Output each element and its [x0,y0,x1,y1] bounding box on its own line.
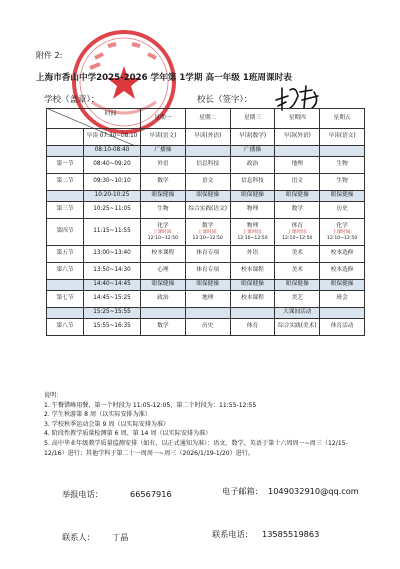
activity-band-row [47,280,365,291]
class-cell: 眼保健操 [230,191,275,202]
class-cell: 眼保健操 [320,191,365,202]
period-cell: 第七节 [47,291,84,308]
class-cell: 体育专项 [185,246,230,263]
class-cell: 生物 [320,157,365,174]
class-cell: 外语 [230,246,275,263]
class-cell: 信息科技 [230,174,275,191]
class-cell: 早读(外语) [275,129,320,146]
period-cell [47,308,84,319]
class-cell: 早读(数学) [230,129,275,146]
time-cell: 10:20-10:25 [84,191,141,202]
class-time-label: 上课时间: [332,229,353,235]
activity-band-row [47,146,365,157]
table-header-row [47,109,365,129]
email-value[interactable]: 1049032910@qq.com [268,486,359,496]
phone-value: 66567916 [130,489,172,499]
class-cell [185,146,230,157]
day-header: 星期四 [275,109,320,129]
class-time-value: 12:10~12:50 [282,235,313,241]
school-stamp-label: 学校（盖章）： [44,95,100,105]
class-cell: 美术 [275,246,320,263]
period-cell [47,146,84,157]
class-cell [320,146,365,157]
class-cell: 数学 [141,174,186,191]
period-row [47,157,365,174]
contact-person-value: 丁晶 [112,532,129,542]
class-time-value: 12:10~12:50 [326,235,358,241]
class-cell: 校本课程 [230,263,275,280]
period-row [47,246,365,263]
class-cell: 早读(语文) [320,129,365,146]
class-cell [230,219,275,246]
class-time-label: 上课时间: [287,229,308,235]
activity-band-row [47,191,365,202]
period-row [47,202,365,219]
class-subject: 体育 [291,222,303,229]
class-cell: 信息科技 [185,157,230,174]
period-cell: 第五节 [47,246,84,263]
class-cell: 早读(语文) [141,129,186,146]
note-item: 4. 阶段性教学质量检测第 6 周、第 14 周（以实际安排为准） [44,430,212,438]
class-cell: 语文 [275,174,320,191]
class-subject: 化学 [336,222,348,229]
class-cell: 广播操 [230,146,275,157]
period-row [47,174,365,191]
time-cell: 15:25~15:55 [84,308,141,319]
corner-cell [47,109,141,129]
class-cell [185,308,230,319]
note-item: 3. 学校秋季运动会第 9 周（以实际安排为准） [44,420,170,428]
class-cell: 校本课程 [141,246,186,263]
class-cell: 数学 [141,319,186,336]
day-header: 星期三 [230,109,275,129]
activity-band-row [47,308,365,319]
day-header: 星期二 [185,109,230,129]
class-cell: 眼保健操 [275,280,320,291]
class-cell: 历史 [320,202,365,219]
class-time-value: 12:10~12:50 [192,235,223,241]
class-cell: 政治 [141,291,186,308]
class-time-value: 12:10~12:50 [237,235,268,241]
class-cell: 体育活动 [320,319,365,336]
period-row [47,263,365,280]
contact-person-label: 联系人： [62,532,95,542]
period-cell [47,191,84,202]
time-cell: 09:30~10:10 [84,174,141,191]
class-cell: 美艺 [275,291,320,308]
class-cell: 眼保健操 [141,191,186,202]
corner-top-label: 时间 [105,111,117,117]
schedule-table [46,108,365,336]
class-cell: 校本选修 [320,263,365,280]
class-cell: 历史 [185,319,230,336]
note-item: 2. 学生秋游第 8 周（以实际安排为准） [44,411,151,419]
time-cell: 15:55~16:35 [84,319,141,336]
notes-heading: 说明： [44,392,63,399]
class-cell: 体育专项 [185,263,230,280]
period-cell: 第二节 [47,174,84,191]
class-cell: 校本课程 [230,291,275,308]
mobile-value: 13585519863 [262,529,320,539]
class-cell: 数学 [275,202,320,219]
time-cell: 08:40~09:20 [84,157,141,174]
class-cell: 体育 [230,319,275,336]
note-item: 1. 午餐错峰用餐，第一个时段为 11:05-12:05，第二个时段为：11:55-12:55 [44,401,257,409]
class-cell: 眼保健操 [320,280,365,291]
period-cell [47,129,84,146]
class-time-label: 上课时间: [197,229,218,235]
class-cell: 眼保健操 [275,191,320,202]
class-cell [275,146,320,157]
class-cell: 眼保健操 [230,280,275,291]
class-cell: 广播操 [141,146,186,157]
class-cell: 眼保健操 [185,191,230,202]
class-cell: 生物 [320,174,365,191]
class-cell: 地理 [185,291,230,308]
time-cell: 13:00~13:40 [84,246,141,263]
class-cell: 物理 [230,202,275,219]
class-cell: 综合实践(语文) [185,202,230,219]
time-cell: 13:50~14:30 [84,263,141,280]
time-cell: 14:40~14:45 [84,280,141,291]
class-cell [141,219,186,246]
period-cell: 第一节 [47,157,84,174]
class-cell: 美术 [275,263,320,280]
email-label: 电子邮箱： [222,486,263,496]
period-cell: 第八节 [47,319,84,336]
class-time-label: 上课时间: [152,229,173,235]
class-cell [230,308,275,319]
class-cell: 班会 [320,291,365,308]
class-cell [185,219,230,246]
page-title: 上海市香山中学2025-2026 学年第 1学期 高一年级 1班周课时表 [36,73,292,83]
period-row [47,291,365,308]
class-cell [275,219,320,246]
period-row [47,129,365,146]
day-header: 星期一 [141,109,186,129]
class-cell: 眼保健操 [141,280,186,291]
class-cell: 语文 [185,174,230,191]
class-cell [320,219,365,246]
class-subject: 数学 [202,222,214,229]
attachment-label: 附件 2: [36,51,63,60]
class-subject: 化学 [157,222,169,229]
class-cell: 外语 [141,157,186,174]
class-cell: 早读(外语) [185,129,230,146]
note-item: 5. 高中毕业年级教学质量监测安排（如有，以正式通知为准）：语文、数学、英语于第十六周周一~周三（12/15-12/16）进行；其他学科于第二十一周周一~周三（2026/1/19-1/20）进行。 [44,439,348,457]
time-cell: 08:10-08:40 [84,146,141,157]
period-cell: 第三节 [47,202,84,219]
period-cell: 第六节 [47,263,84,280]
class-cell: 校本选修 [320,246,365,263]
principal-sign-label: 校长（签字）： [197,95,253,105]
class-time-label: 上课时间: [242,229,263,235]
class-cell: 心理 [141,263,186,280]
mobile-label: 联系电话： [212,529,253,539]
class-cell: 地理 [275,157,320,174]
phone-label: 举报电话： [62,489,103,499]
class-cell: 大课间活动 [275,308,320,319]
class-cell [320,308,365,319]
class-cell: 眼保健操 [185,280,230,291]
class-cell: 政治 [230,157,275,174]
period-row [47,219,365,246]
class-time-value: 12:10~12:50 [147,235,179,241]
day-header: 星期五 [320,109,365,129]
period-cell [47,280,84,291]
class-cell [141,308,186,319]
period-cell: 第四节 [47,219,84,246]
class-cell: 综合实践(美术) [275,319,320,336]
period-row [47,319,365,336]
notes-block [44,391,364,458]
class-subject: 物理 [246,222,259,229]
class-cell: 生物 [141,202,186,219]
time-cell: 14:45~15:25 [84,291,141,308]
time-cell: 11:15~11:55 [84,219,141,246]
time-cell: 10:25~11:05 [84,202,141,219]
time-cell: 早读 07:30~08:10 [84,129,141,146]
